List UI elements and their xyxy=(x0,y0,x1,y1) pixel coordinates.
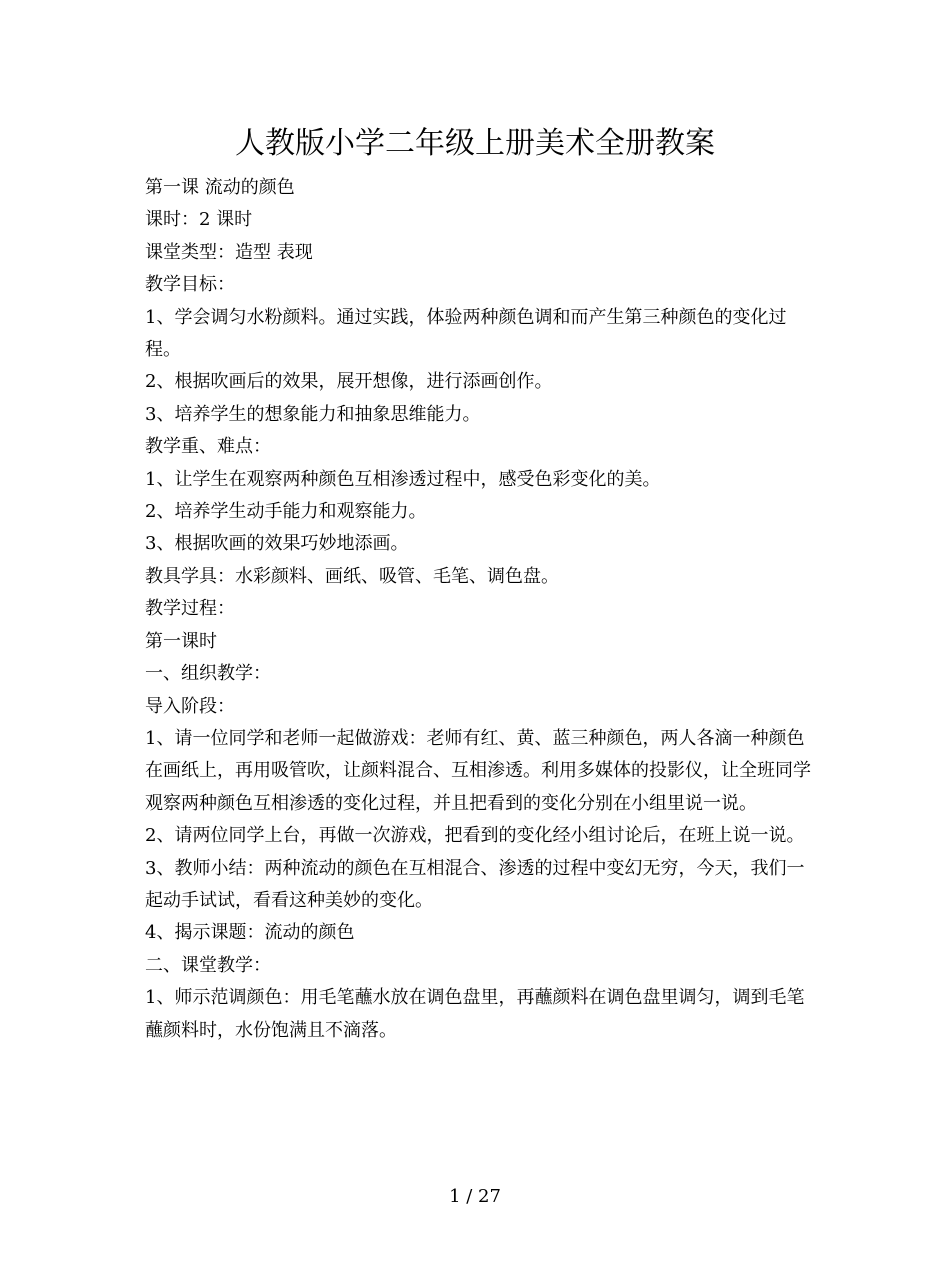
paragraph: 1、让学生在观察两种颜色互相渗透过程中，感受色彩变化的美。 xyxy=(145,468,661,490)
paragraph: 教学重、难点： xyxy=(145,436,271,458)
paragraph: 导入阶段： xyxy=(145,695,235,717)
paragraph: 4、揭示课题：流动的颜色 xyxy=(145,922,355,944)
paragraph: 2、根据吹画后的效果，展开想像，进行添画创作。 xyxy=(145,371,553,393)
paragraph: 第一课时 xyxy=(145,630,217,652)
paragraph: 教具学具：水彩颜料、画纸、吸管、毛笔、调色盘。 xyxy=(145,565,559,587)
paragraph: 3、根据吹画的效果巧妙地添画。 xyxy=(145,533,409,555)
paragraph: 一、组织教学： xyxy=(145,663,271,685)
paragraph: 3、培养学生的想象能力和抽象思维能力。 xyxy=(145,403,481,425)
paragraph: 2、培养学生动手能力和观察能力。 xyxy=(145,501,427,523)
paragraph: 2、请两位同学上台，再做一次游戏，把看到的变化经小组讨论后，在班上说一说。 xyxy=(145,825,805,847)
paragraph: 1、学会调匀水粉颜料。通过实践，体验两种颜色调和而产生第三种颜色的变化过程。 xyxy=(145,306,787,361)
paragraph: 课时：2 课时 xyxy=(145,209,253,231)
paragraph: 3、教师小结：两种流动的颜色在互相混合、渗透的过程中变幻无穷，今天，我们一起动手试试，看看这种美妙的变化。 xyxy=(145,857,805,911)
paragraph: 1、师示范调颜色：用毛笔蘸水放在调色盘里，再蘸颜料在调色盘里调匀，调到毛笔蘸颜料时，水份饱满且不滴落。 xyxy=(145,987,805,1041)
paragraph: 课堂类型：造型 表现 xyxy=(145,241,313,263)
paragraph: 教学过程： xyxy=(145,598,235,620)
document-body xyxy=(145,172,813,1047)
paragraph: 二、课堂教学： xyxy=(145,954,271,976)
document-title: 人教版小学二年级上册美术全册教案 xyxy=(235,126,715,161)
page-number: 1 / 27 xyxy=(449,1186,501,1207)
paragraph: 1、请一位同学和老师一起做游戏：老师有红、黄、蓝三种颜色，两人各滴一种颜色在画纸上，再用吸管吹，让颜料混合、互相渗透。利用多媒体的投影仪，让全班同学观察两种颜色互相渗透的变化过程，并且把看到的变化分别在小组里说一说。 xyxy=(145,727,811,814)
paragraph: 第一课 流动的颜色 xyxy=(145,177,295,198)
paragraph: 教学目标： xyxy=(145,274,235,296)
